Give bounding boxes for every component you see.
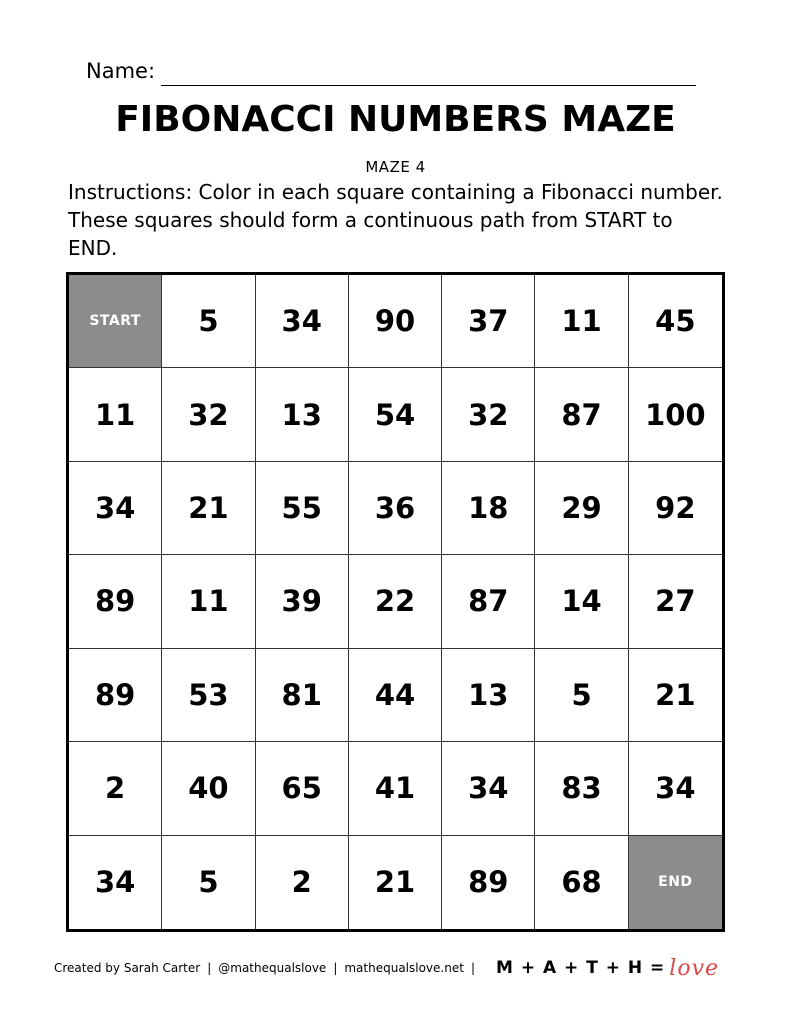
maze-cell[interactable]: 65 <box>256 742 349 835</box>
maze-cell[interactable]: 37 <box>442 275 535 368</box>
footer <box>54 956 754 980</box>
maze-cell[interactable]: 34 <box>69 836 162 929</box>
maze-subtitle: MAZE 4 <box>365 158 426 176</box>
maze-cell[interactable]: 13 <box>442 649 535 742</box>
maze-cell[interactable]: 41 <box>349 742 442 835</box>
maze-cell[interactable]: 54 <box>349 368 442 461</box>
maze-cell[interactable]: 87 <box>442 555 535 648</box>
maze-cell[interactable]: 32 <box>442 368 535 461</box>
footer-handle: @mathequalslove <box>218 961 327 975</box>
maze-cell[interactable]: 53 <box>162 649 255 742</box>
maze-cell[interactable]: 21 <box>629 649 722 742</box>
maze-cell[interactable]: 32 <box>162 368 255 461</box>
maze-cell[interactable]: 89 <box>442 836 535 929</box>
maze-cell[interactable]: 18 <box>442 462 535 555</box>
name-row <box>86 56 696 86</box>
maze-cell[interactable]: 27 <box>629 555 722 648</box>
maze-cell[interactable]: 13 <box>256 368 349 461</box>
brand-text: M + A + T + H = <box>495 958 666 978</box>
maze-cell[interactable]: 5 <box>162 275 255 368</box>
maze-cell[interactable]: 11 <box>69 368 162 461</box>
maze-cell[interactable]: 55 <box>256 462 349 555</box>
maze-cell[interactable]: 21 <box>349 836 442 929</box>
page-title: FIBONACCI NUMBERS MAZE <box>115 99 676 140</box>
maze-cell[interactable]: 87 <box>535 368 628 461</box>
maze-cell[interactable]: 22 <box>349 555 442 648</box>
maze-cell[interactable]: 45 <box>629 275 722 368</box>
name-label: Name: <box>86 59 156 83</box>
maze-cell[interactable]: 11 <box>162 555 255 648</box>
maze-cell[interactable]: 90 <box>349 275 442 368</box>
name-line[interactable] <box>161 63 696 86</box>
maze-cell[interactable]: 34 <box>629 742 722 835</box>
maze-cell[interactable]: 2 <box>69 742 162 835</box>
maze-cell[interactable]: 5 <box>162 836 255 929</box>
maze-cell[interactable]: 100 <box>629 368 722 461</box>
maze-cell[interactable]: 89 <box>69 649 162 742</box>
maze-cell[interactable]: 34 <box>442 742 535 835</box>
footer-separator: | <box>207 961 212 975</box>
maze-cell[interactable]: 81 <box>256 649 349 742</box>
maze-cell[interactable]: 34 <box>256 275 349 368</box>
maze-cell[interactable]: 89 <box>69 555 162 648</box>
maze-cell[interactable]: 40 <box>162 742 255 835</box>
maze-cell[interactable]: 5 <box>535 649 628 742</box>
footer-site: mathequalslove.net <box>344 961 464 975</box>
maze-cell[interactable]: 68 <box>535 836 628 929</box>
footer-separator: | <box>470 961 475 975</box>
maze-cell[interactable]: 83 <box>535 742 628 835</box>
footer-credit: Created by Sarah Carter <box>54 961 201 975</box>
maze-cell[interactable]: 11 <box>535 275 628 368</box>
maze-cell[interactable]: 2 <box>256 836 349 929</box>
maze-grid <box>66 272 725 932</box>
maze-cell[interactable]: 34 <box>69 462 162 555</box>
start-cell[interactable]: START <box>69 275 162 368</box>
end-cell[interactable]: END <box>629 836 722 929</box>
maze-cell[interactable]: 29 <box>535 462 628 555</box>
maze-cell[interactable]: 14 <box>535 555 628 648</box>
maze-cell[interactable]: 92 <box>629 462 722 555</box>
brand-love: love <box>669 955 720 981</box>
maze-cell[interactable]: 44 <box>349 649 442 742</box>
brand-logo <box>496 956 719 981</box>
maze-cell[interactable]: 39 <box>256 555 349 648</box>
maze-cell[interactable]: 36 <box>349 462 442 555</box>
maze-cell[interactable]: 21 <box>162 462 255 555</box>
instructions: Instructions: Color in each square containing a Fibonacci number. These squares should form a continuous path from START to END. <box>68 180 723 260</box>
footer-separator: | <box>333 961 338 975</box>
